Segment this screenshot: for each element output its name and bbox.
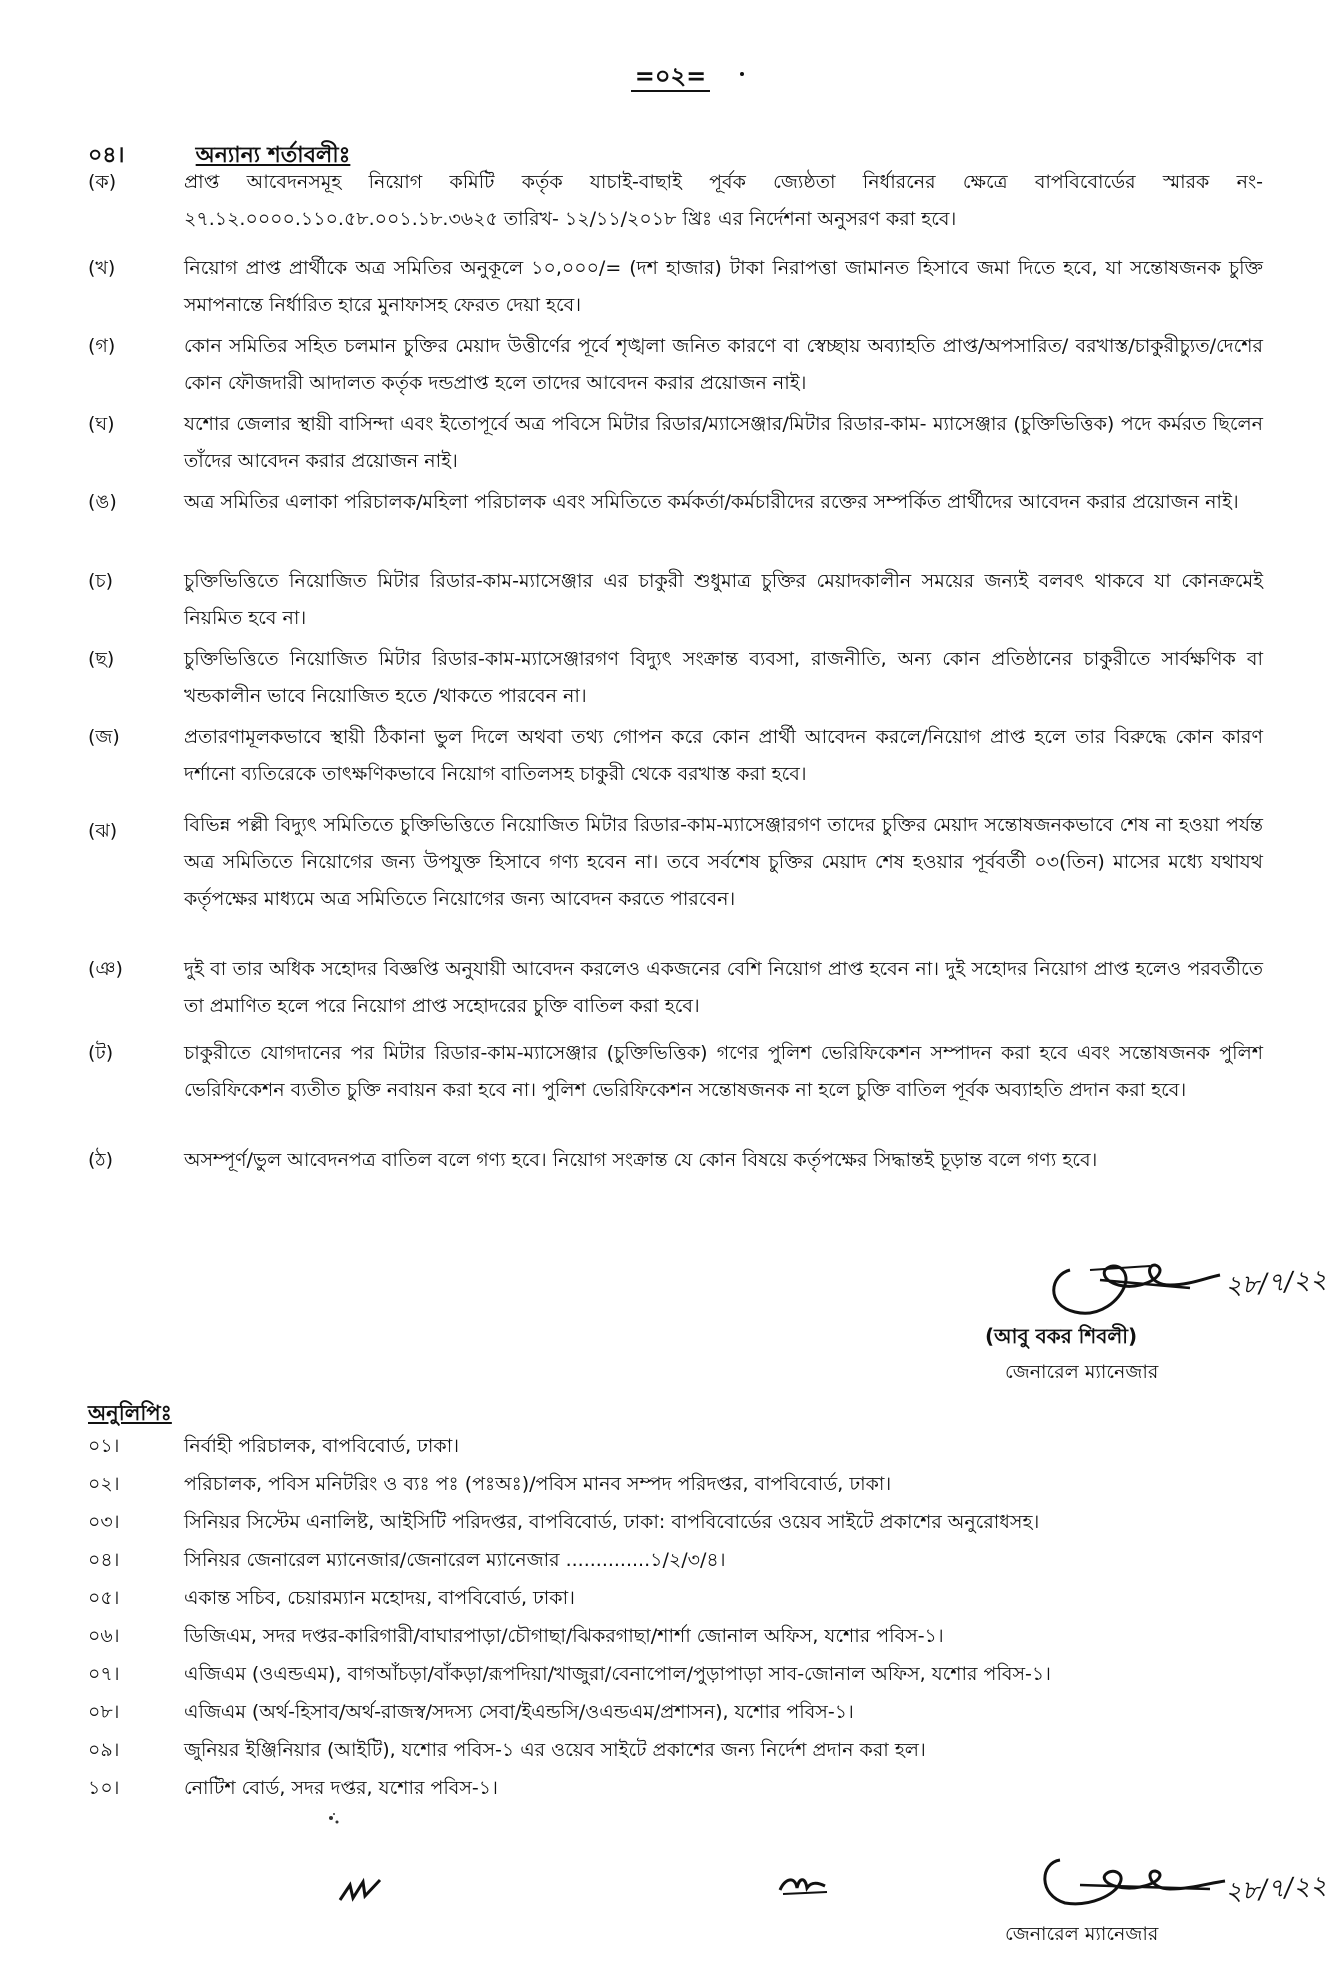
copy-to-item <box>88 1546 1263 1578</box>
clause-label: (ক) <box>88 171 117 193</box>
clause-label: (ঝ) <box>88 820 118 842</box>
clause-text: চাকুরীতে যোগদানের পর মিটার রিডার-কাম-ম্যাসেঞ্জার (চুক্তিভিত্তিক) গণের পুলিশ ভেরিফিকেশন সম্পাদন করা হবে এবং সন্তোষজনক পুলিশ ভেরিফিকেশন ব্যতীত চুক্তি নবায়ন করা হবে না। পুলিশ ভেরিফিকেশন সন্তোষজনক না হলে চুক্তি বাতিল পূর্বক অব্যাহতি প্রদান করা হবে। <box>184 1042 1263 1101</box>
copy-to-number: ০৮। <box>88 1701 120 1723</box>
copy-to-text: ডিজিএম, সদর দপ্তর-কারিগারী/বাঘারপাড়া/চৌগাছা/ঝিকরগাছা/শার্শা জোনাল অফিস, যশোর পবিস-১। <box>184 1625 944 1647</box>
clause-label: (খ) <box>88 257 116 279</box>
clause-text: প্রাপ্ত আবেদনসমূহ নিয়োগ কমিটি কর্তৃক যাচাই-বাছাই পূর্বক জ্যেষ্ঠতা নির্ধারনের ক্ষেত্রে বাপবিবোর্ডের স্মারক নং- ২৭.১২.০০০০.১১০.৫৮.০০১.১৮.৩৬২৫ তারিখ- ১২/১১/২০১৮ খ্রিঃ এর নির্দেশনা অনুসরণ করা হবে। <box>184 171 1263 230</box>
copy-to-item <box>88 1584 1263 1616</box>
copy-to-number: ০৩। <box>88 1511 120 1533</box>
clause-text: অসম্পূর্ণ/ভুল আবেদনপত্র বাতিল বলে গণ্য হবে। নিয়োগ সংক্রান্ত যে কোন বিষয়ে কর্তৃপক্ষের সিদ্ধান্তই চূড়ান্ত বলে গণ্য হবে। <box>184 1149 1098 1171</box>
clause-text: কোন সমিতির সহিত চলমান চুক্তির মেয়াদ উত্তীর্ণের পূর্বে শৃঙ্খলা জনিত কারণে বা স্বেচ্ছায় অব্যাহতি প্রাপ্ত/অপসারিত/ বরখাস্ত/চাকুরীচ্যুত/দেশের কোন ফৌজদারী আদালত কর্তৃক দন্ডপ্রাপ্ত হলে তাদের আবেদন করার প্রয়োজন নাই। <box>184 335 1263 394</box>
clause-gha <box>88 406 1263 480</box>
copy-to-item <box>88 1508 1263 1540</box>
clause-label: (গ) <box>88 335 116 357</box>
clause-kha <box>88 250 1263 324</box>
copy-to-text: নির্বাহী পরিচালক, বাপবিবোর্ড, ঢাকা। <box>184 1435 460 1457</box>
clause-label: (ট) <box>88 1042 114 1064</box>
copy-to-text: এজিএম (অর্থ-হিসাব/অর্থ-রাজস্ব/সদস্য সেবা/ইএন্ডসি/ওএন্ডএম/প্রশাসন), যশোর পবিস-১। <box>184 1701 854 1723</box>
copy-to-text: সিনিয়র জেনারেল ম্যানেজার/জেনারেল ম্যানেজার ..............১/২/৩/৪। <box>184 1549 726 1571</box>
clause-ka <box>88 164 1263 238</box>
clause-text: চুক্তিভিত্তিতে নিয়োজিত মিটার রিডার-কাম-ম্যাসেঞ্জারগণ বিদ্যুৎ সংক্রান্ত ব্যবসা, রাজনীতি, অন্য কোন প্রতিষ্ঠানের চাকুরীতে সার্বক্ষণিক বা খন্ডকালীন ভাবে নিয়োজিত হতে /থাকতে পারবেন না। <box>184 648 1263 707</box>
clause-text: চুক্তিভিত্তিতে নিয়োজিত মিটার রিডার-কাম-ম্যাসেঞ্জার এর চাকুরী শুধুমাত্র চুক্তির মেয়াদকালীন সময়ের জন্যই বলবৎ থাকবে যা কোনক্রমেই নিয়মিত হবে না। <box>184 570 1263 629</box>
clause-ttha <box>88 1142 1263 1179</box>
clause-text: অত্র সমিতির এলাকা পরিচালক/মহিলা পরিচালক এবং সমিতিতে কর্মকর্তা/কর্মচারীদের রক্তের সম্পর্কিত প্রার্থীদের আবেদন করার প্রয়োজন নাই। <box>184 491 1239 513</box>
clause-text: প্রতারণামূলকভাবে স্থায়ী ঠিকানা ভুল দিলে অথবা তথ্য গোপন করে কোন প্রার্থী আবেদন করলে/নিয়োগ প্রাপ্ত হলে তার বিরুদ্ধে কোন কারণ দর্শানো ব্যতিরেকে তাৎক্ষণিকভাবে নিয়োগ বাতিলসহ চাকুরী থেকে বরখাস্ত করা হবে। <box>184 726 1263 785</box>
clause-label: (ঞ) <box>88 958 123 980</box>
page-number-text: =০২= <box>631 62 710 92</box>
copy-to-number: ০৪। <box>88 1549 120 1571</box>
section-title: অন্যান্য শর্তাবলীঃ <box>195 143 351 168</box>
clause-text: নিয়োগ প্রাপ্ত প্রার্থীকে অত্র সমিতির অনুকূলে ১০,০০০/= (দশ হাজার) টাকা নিরাপত্তা জামানত হিসাবে জমা দিতে হবে, যা সন্তোষজনক চুক্তি সমাপনান্তে নির্ধারিত হারে মুনাফাসহ ফেরত দেয়া হবে। <box>184 257 1263 316</box>
copy-to-text: নোটিশ বোর্ড, সদর দপ্তর, যশোর পবিস-১। <box>184 1777 498 1799</box>
initial-mark-2 <box>775 1868 835 1898</box>
signatory-designation: জেনারেল ম্যানেজার <box>1005 1361 1159 1383</box>
copy-to-number: ০৬। <box>88 1625 120 1647</box>
signature-date: ২৮/৭/২২ <box>1224 1264 1328 1302</box>
initial-mark <box>335 1870 395 1910</box>
copy-to-item <box>88 1736 1263 1768</box>
copy-to-item <box>88 1432 1263 1464</box>
clause-text: দুই বা তার অধিক সহোদর বিজ্ঞপ্তি অনুযায়ী আবেদন করলেও একজনের বেশি নিয়োগ প্রাপ্ত হবেন না। দুই সহোদর নিয়োগ প্রাপ্ত হলেও পরবর্তীতে তা প্রমাণিত হলে পরে নিয়োগ প্রাপ্ত সহোদরের চুক্তি বাতিল করা হবে। <box>184 958 1263 1017</box>
clause-tta <box>88 1035 1263 1109</box>
clause-label: (ছ) <box>88 648 115 670</box>
copy-to-number: ০৭। <box>88 1663 120 1685</box>
clause-jha <box>88 807 1263 918</box>
clause-text: যশোর জেলার স্থায়ী বাসিন্দা এবং ইতোপূর্বে অত্র পবিসে মিটার রিডার/ম্যাসেঞ্জার/মিটার রিডার-কাম- ম্যাসেঞ্জার (চুক্তিভিত্তিক) পদে কর্মরত ছিলেন তাঁদের আবেদন করার প্রয়োজন নাই। <box>184 413 1263 472</box>
clause-nya <box>88 951 1263 1025</box>
section-number: ০৪। <box>88 143 125 168</box>
copy-to-heading: অনুলিপিঃ <box>88 1401 172 1425</box>
copy-to-number: ০৯। <box>88 1739 120 1761</box>
copy-to-item <box>88 1774 1263 1806</box>
copy-to-number: ১০। <box>88 1777 120 1799</box>
copy-to-number: ০১। <box>88 1435 120 1457</box>
copy-to-text: জুনিয়র ইঞ্জিনিয়ার (আইটি), যশোর পবিস-১ এর ওয়েব সাইটে প্রকাশের জন্য নির্দেশ প্রদান করা হল। <box>184 1739 926 1761</box>
copy-to-text: একান্ত সচিব, চেয়ারম্যান মহোদয়, বাপবিবোর্ড, ঢাকা। <box>184 1587 575 1609</box>
clause-label: (ঘ) <box>88 413 115 435</box>
copy-to-item <box>88 1470 1263 1502</box>
clause-label: (জ) <box>88 726 120 748</box>
clause-label: (চ) <box>88 570 114 592</box>
copy-to-text: এজিএম (ওএন্ডএম), বাগআঁচড়া/বাঁকড়া/রূপদিয়া/খাজুরা/বেনাপোল/পুড়াপাড়া সাব-জোনাল অফিস, যশোর পবিস-১। <box>184 1663 1051 1685</box>
clause-ja <box>88 719 1263 793</box>
clause-cha <box>88 563 1263 637</box>
copy-to-number: ০২। <box>88 1473 120 1495</box>
copy-to-item <box>88 1698 1263 1730</box>
page-number <box>0 58 1341 98</box>
signatory-designation-bottom: জেনারেল ম্যানেজার <box>1005 1923 1159 1945</box>
copy-to-number: ০৫। <box>88 1587 120 1609</box>
copy-to-item <box>88 1622 1263 1654</box>
clause-uma <box>88 484 1263 521</box>
stray-ink-mark <box>325 1810 345 1830</box>
clause-text: বিভিন্ন পল্লী বিদ্যুৎ সমিতিতে চুক্তিভিত্তিতে নিয়োজিত মিটার রিডার-কাম-ম্যাসেঞ্জারগণ তাদের চুক্তির মেয়াদ সন্তোষজনকভাবে শেষ না হওয়া পর্যন্ত অত্র সমিতিতে নিয়োগের জন্য উপযুক্ত হিসাবে গণ্য হবেন না। তবে সর্বশেষ চুক্তির মেয়াদ শেষ হওয়ার পূর্ববর্তী ০৩(তিন) মাসের মধ্যে যথাযথ কর্তৃপক্ষের মাধ্যমে অত্র সমিতিতে নিয়োগের জন্য আবেদন করতে পারবেন। <box>184 814 1263 910</box>
copy-to-item <box>88 1660 1263 1692</box>
copy-to-text: সিনিয়র সিস্টেম এনালিষ্ট, আইসিটি পরিদপ্তর, বাপবিবোর্ড, ঢাকা: বাপবিবোর্ডের ওয়েব সাইটে প্রকাশের অনুরোধসহ। <box>184 1511 1040 1533</box>
stray-dot-mark <box>740 72 744 76</box>
clause-label: (ঠ) <box>88 1149 113 1171</box>
copy-to-text: পরিচালক, পবিস মনিটরিং ও ব্যঃ পঃ (পঃঅঃ)/পবিস মানব সম্পদ পরিদপ্তর, বাপবিবোর্ড, ঢাকা। <box>184 1473 892 1495</box>
signature-date-bottom: ২৮/৭/২২ <box>1224 1870 1328 1908</box>
clause-ga <box>88 328 1263 402</box>
clause-label: (ঙ) <box>88 491 117 513</box>
clause-chha <box>88 641 1263 715</box>
signatory-name: (আবু বকর শিবলী) <box>985 1324 1138 1348</box>
